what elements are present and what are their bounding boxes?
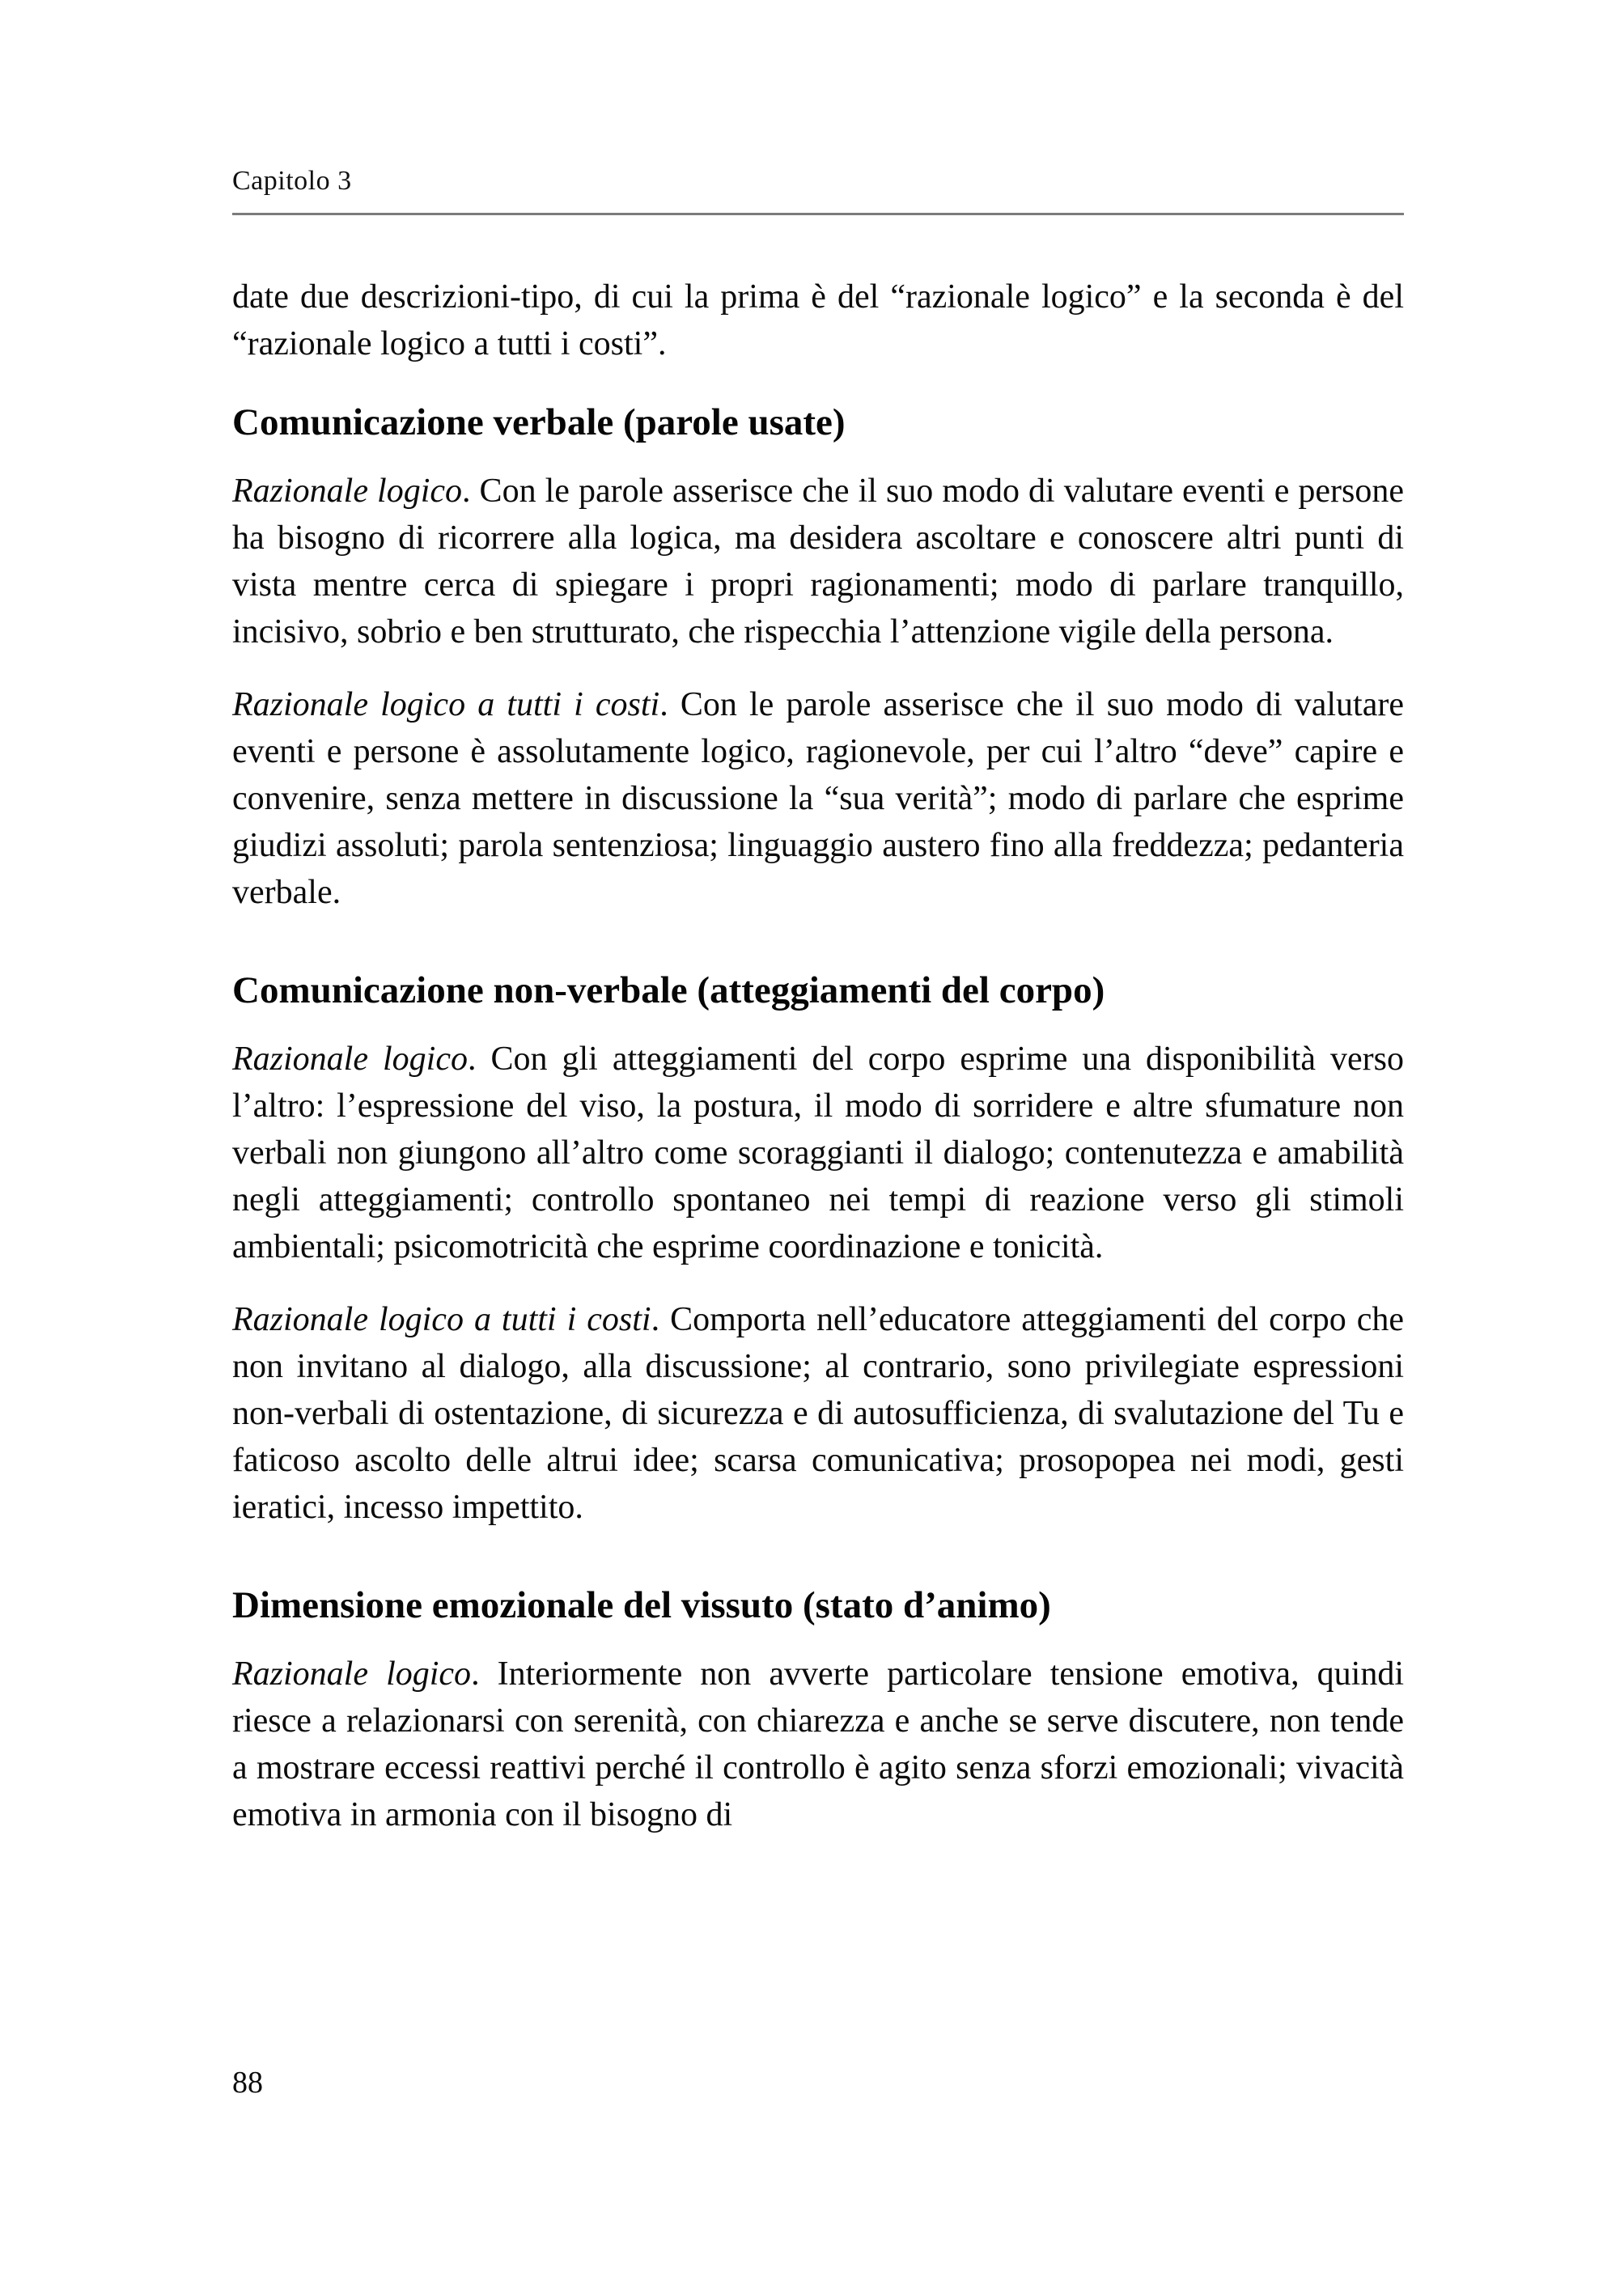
section-heading-comunicazione-non-verbale: Comunicazione non-verbale (atteggiamenti del corpo) [232,969,1105,1011]
paragraph-text: . Con le parole asserisce che il suo modo di valutare eventi e persone ha bisogno di ricorrere alla logica, ma desidera ascoltare e conoscere altri punti di vista mentre cerca di spiegare i propri ragionamenti; modo di parlare tranquillo, incisivo, sobrio e ben strutturato, che rispecchia l’attenzione vigile della persona. [232,473,1405,651]
intro-paragraph: date due descrizioni-tipo, di cui la prima è del “razionale logico” e la seconda è del “razionale logico a tutti i costi”. [232,278,1404,362]
paragraph-text: . Comporta nell’educatore atteggiamenti del corpo che non invitano al dialogo, alla discussione; al contrario, sono privilegiate espressioni non-verbali di ostentazione, di sicurezza e di autosufficienza, di svalutazione del Tu e faticoso ascolto delle altrui idee; scarsa comunicativa; prosopopea nei modi, gesti ieratici, incesso impettito. [232,1301,1405,1526]
paragraph-razionale-logico-non-verbale [232,1036,1404,1270]
paragraph-text: . Con gli atteggiamenti del corpo esprime una disponibilità verso l’altro: l’espressione del viso, la postura, il modo di sorridere e altre sfumature non verbali non giungono all’altro come scoraggianti il dialogo; contenutezza e amabilità negli atteggiamenti; controllo spontaneo nei tempi di reazione verso gli stimoli ambientali; psicomotricità che esprime coordinazione e tonicità. [232,1041,1404,1265]
paragraph-lead: Razionale logico a tutti i costi [232,1301,651,1338]
paragraph-razionale-logico-costi-verbale [232,681,1404,916]
page-number: 88 [232,2066,263,2100]
page-content [232,273,1404,1838]
header-rule-divider [232,213,1404,215]
paragraph-lead: Razionale logico a tutti i costi [232,686,660,723]
paragraph-text: . Interiormente non avverte particolare tensione emotiva, quindi riesce a relazionarsi con serenità, con chiarezza e anche se serve discutere, non tende a mostrare eccessi reattivi perché il controllo è agito senza sforzi emozionali; vivacità emotiva in armonia con il bisogno di [232,1655,1404,1833]
chapter-header: Capitolo 3 [232,166,352,196]
paragraph-lead: Razionale logico [232,1655,472,1693]
section-heading-comunicazione-verbale: Comunicazione verbale (parole usate) [232,401,846,443]
section-heading-dimensione-emozionale: Dimensione emozionale del vissuto (stato d’animo) [232,1584,1051,1626]
paragraph-lead: Razionale logico [232,473,463,510]
paragraph-text: . Con le parole asserisce che il suo modo di valutare eventi e persone è assolutamente logico, ragionevole, per cui l’altro “deve” capire e convenire, senza mettere in discussione la “sua verità”; modo di parlare che esprime giudizi assoluti; parola sentenziosa; linguaggio austero fino alla freddezza; pedanteria verbale. [232,686,1404,911]
paragraph-lead: Razionale logico [232,1041,468,1078]
paragraph-razionale-logico-verbale [232,468,1404,655]
paragraph-razionale-logico-emozionale [232,1651,1404,1838]
paragraph-razionale-logico-costi-non-verbale [232,1296,1404,1531]
